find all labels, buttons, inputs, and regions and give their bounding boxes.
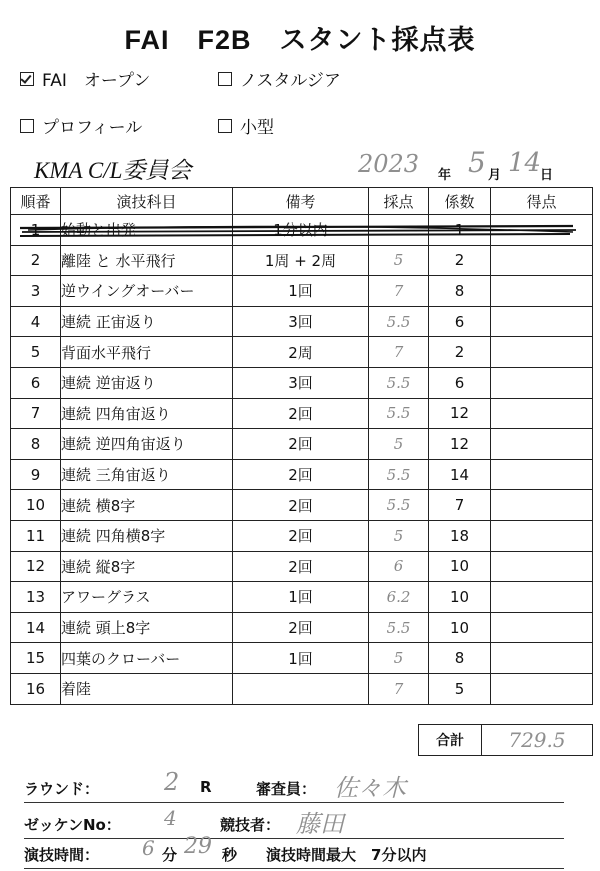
checkbox-icon[interactable]	[218, 119, 232, 133]
row-number: 11	[11, 520, 61, 551]
row-number: 1	[11, 215, 61, 246]
table-row	[11, 245, 593, 276]
row-item: 連続 四角宙返り	[61, 398, 233, 429]
row-note: 2回	[233, 551, 369, 582]
row-item: 連続 縦8字	[61, 551, 233, 582]
row-item: 連続 逆宙返り	[61, 367, 233, 398]
row-score: 5	[369, 429, 429, 460]
row-coefficient: 5	[429, 673, 491, 704]
row-number: 7	[11, 398, 61, 429]
row-note: 3回	[233, 367, 369, 398]
seconds-unit: 秒	[222, 846, 238, 864]
row-note: 2回	[233, 459, 369, 490]
table-row	[11, 367, 593, 398]
option-label: FAI オープン	[42, 71, 151, 91]
row-coefficient: 6	[429, 367, 491, 398]
option-label: 小型	[240, 118, 274, 138]
club-name: KMA C/L委員会	[34, 158, 192, 183]
minutes-value: 6	[142, 836, 155, 860]
row-note: 2回	[233, 490, 369, 521]
row-item: 連続 逆四角宙返り	[61, 429, 233, 460]
bib-label: ゼッケンNo：	[24, 816, 121, 834]
row-score: 5.5	[369, 459, 429, 490]
header-order: 順番	[11, 188, 61, 215]
total-box	[418, 724, 593, 756]
bib-value: 4	[164, 806, 177, 830]
row-note: 1周 + 2周	[233, 245, 369, 276]
row-score: 5	[369, 245, 429, 276]
row-coefficient: 8	[429, 643, 491, 674]
row-item: 着陸	[61, 673, 233, 704]
row-note: 2周	[233, 337, 369, 368]
table-row	[11, 429, 593, 460]
row-note: 2回	[233, 520, 369, 551]
total-label: 合計	[418, 724, 482, 756]
header-coef: 係数	[429, 188, 491, 215]
row-points[interactable]	[491, 582, 593, 613]
round-unit: R	[200, 778, 212, 796]
row-note: 2回	[233, 398, 369, 429]
row-score: 5	[369, 520, 429, 551]
row-item: 連続 三角宙返り	[61, 459, 233, 490]
row-coefficient: 2	[429, 337, 491, 368]
row-points[interactable]	[491, 520, 593, 551]
row-points[interactable]	[491, 612, 593, 643]
round-label: ラウンド：	[24, 780, 100, 798]
row-item: 背面水平飛行	[61, 337, 233, 368]
row-number: 12	[11, 551, 61, 582]
table-row	[11, 276, 593, 307]
row-score: 5.5	[369, 398, 429, 429]
table-row	[11, 643, 593, 674]
row-score: 5.5	[369, 490, 429, 521]
row-coefficient: 10	[429, 551, 491, 582]
table-header-row	[11, 188, 593, 215]
header-score: 採点	[369, 188, 429, 215]
row-item: アワーグラス	[61, 582, 233, 613]
row-score: 5.5	[369, 306, 429, 337]
score-table	[10, 187, 593, 705]
row-points[interactable]	[491, 306, 593, 337]
row-number: 9	[11, 459, 61, 490]
date-line	[340, 146, 590, 184]
row-coefficient: 8	[429, 276, 491, 307]
row-item: 連続 正宙返り	[61, 306, 233, 337]
competitor-value: 藤田	[296, 810, 344, 838]
row-item: 四葉のクローバー	[61, 643, 233, 674]
row-score: 5	[369, 643, 429, 674]
competitor-label: 競技者：	[220, 816, 281, 834]
row-item: 逆ウイングオーバー	[61, 276, 233, 307]
row-points[interactable]	[491, 367, 593, 398]
year-kanji: 年	[438, 168, 452, 183]
row-points[interactable]	[491, 245, 593, 276]
row-points[interactable]	[491, 429, 593, 460]
row-number: 16	[11, 673, 61, 704]
row-number: 5	[11, 337, 61, 368]
row-note: 1回	[233, 643, 369, 674]
row-coefficient: 1	[429, 215, 491, 246]
row-number: 6	[11, 367, 61, 398]
row-number: 2	[11, 245, 61, 276]
minutes-unit: 分	[162, 846, 178, 864]
row-number: 14	[11, 612, 61, 643]
row-item: 連続 四角横8字	[61, 520, 233, 551]
row-score: 6	[369, 551, 429, 582]
row-points[interactable]	[491, 673, 593, 704]
row-score: 5.5	[369, 367, 429, 398]
table-row	[11, 582, 593, 613]
row-number: 10	[11, 490, 61, 521]
footer-rule	[24, 868, 564, 869]
row-note: 3回	[233, 306, 369, 337]
judge-label: 審査員：	[256, 780, 317, 798]
checkbox-checked-icon[interactable]	[20, 72, 34, 86]
row-score: 7	[369, 337, 429, 368]
row-score	[369, 215, 429, 246]
row-note: 2回	[233, 429, 369, 460]
row-points[interactable]	[491, 276, 593, 307]
judge-value: 佐々木	[334, 774, 406, 802]
checkbox-icon[interactable]	[218, 72, 232, 86]
option-label: プロフィール	[42, 118, 143, 138]
row-note: 1回	[233, 582, 369, 613]
row-score: 5.5	[369, 612, 429, 643]
header-note: 備考	[233, 188, 369, 215]
row-points[interactable]	[491, 459, 593, 490]
table-row	[11, 215, 593, 246]
row-note: 1回	[233, 276, 369, 307]
month-kanji: 月	[488, 168, 502, 183]
row-note: 2回	[233, 612, 369, 643]
row-number: 15	[11, 643, 61, 674]
table-row	[11, 520, 593, 551]
row-score: 7	[369, 276, 429, 307]
table-row	[11, 459, 593, 490]
row-item: 離陸 と 水平飛行	[61, 245, 233, 276]
row-note	[233, 673, 369, 704]
row-item: 連続 横8字	[61, 490, 233, 521]
row-coefficient: 7	[429, 490, 491, 521]
row-coefficient: 10	[429, 582, 491, 613]
month-value: 5	[468, 146, 486, 179]
row-note: 1分以内	[233, 215, 369, 246]
table-row	[11, 673, 593, 704]
row-number: 13	[11, 582, 61, 613]
row-points[interactable]	[491, 490, 593, 521]
sheet-title: FAI F2B スタント採点表	[124, 25, 476, 55]
table-row	[11, 306, 593, 337]
footer-bib-line	[24, 808, 584, 838]
row-coefficient: 18	[429, 520, 491, 551]
footer-rule	[24, 802, 564, 803]
row-number: 4	[11, 306, 61, 337]
option-profile[interactable]	[20, 113, 142, 138]
day-kanji: 日	[540, 168, 554, 183]
header-points: 得点	[491, 188, 593, 215]
day-value: 14	[508, 148, 542, 178]
row-points[interactable]	[491, 643, 593, 674]
row-coefficient: 14	[429, 459, 491, 490]
row-points[interactable]	[491, 215, 593, 246]
table-row	[11, 490, 593, 521]
row-coefficient: 12	[429, 398, 491, 429]
row-coefficient: 12	[429, 429, 491, 460]
table-row	[11, 612, 593, 643]
row-coefficient: 6	[429, 306, 491, 337]
checkbox-icon[interactable]	[20, 119, 34, 133]
seconds-value: 29	[184, 834, 212, 859]
total-value: 729.5	[482, 724, 593, 756]
max-time-note: 演技時間最大 7分以内	[266, 846, 427, 864]
row-score: 6.2	[369, 582, 429, 613]
round-value: 2	[164, 768, 180, 796]
option-fai-open[interactable]	[20, 66, 150, 91]
row-points[interactable]	[491, 398, 593, 429]
header-item: 演技科目	[61, 188, 233, 215]
row-item: 始動と出発	[61, 215, 233, 246]
year-value: 2023	[358, 150, 420, 178]
footer-round-line	[24, 768, 584, 802]
option-nostalgia[interactable]	[218, 66, 341, 91]
time-label: 演技時間：	[24, 846, 100, 864]
table-row	[11, 398, 593, 429]
footer-time-line	[24, 834, 584, 868]
row-points[interactable]	[491, 551, 593, 582]
option-label: ノスタルジア	[240, 71, 341, 91]
row-number: 8	[11, 429, 61, 460]
row-points[interactable]	[491, 337, 593, 368]
row-coefficient: 2	[429, 245, 491, 276]
row-coefficient: 10	[429, 612, 491, 643]
row-item: 連続 頭上8字	[61, 612, 233, 643]
row-score: 7	[369, 673, 429, 704]
table-row	[11, 551, 593, 582]
row-number: 3	[11, 276, 61, 307]
option-small[interactable]	[218, 113, 274, 138]
table-row	[11, 337, 593, 368]
